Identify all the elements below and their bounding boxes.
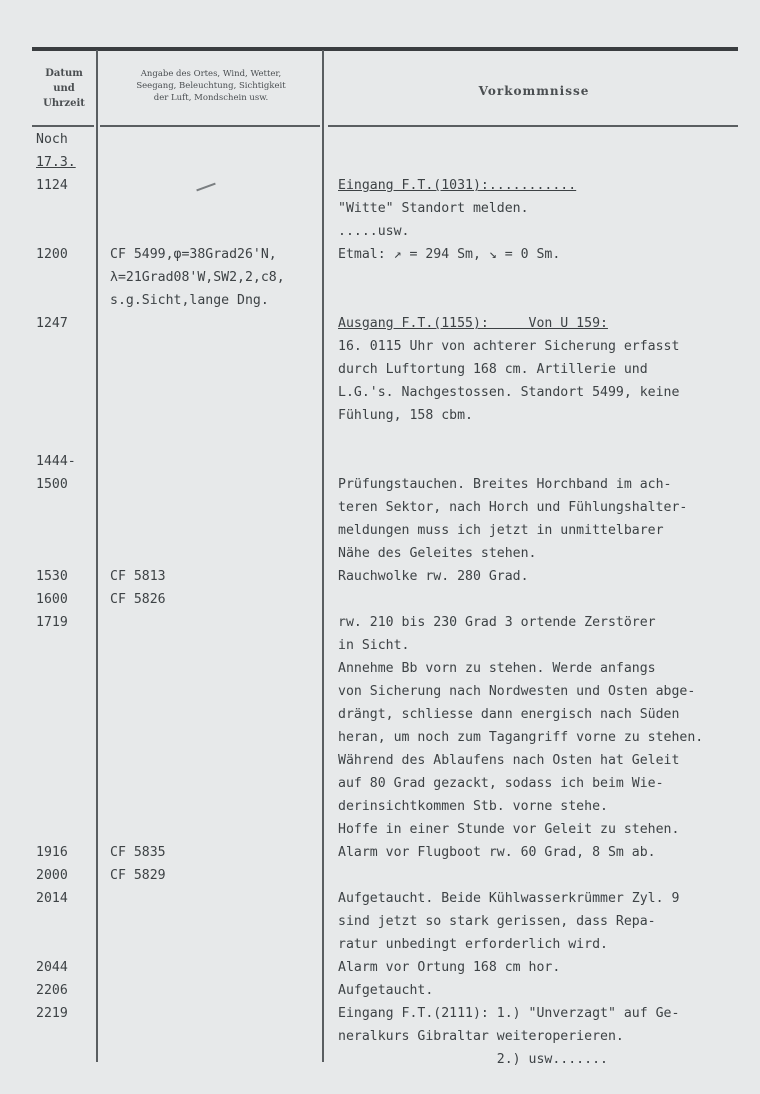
column-divider-2 [322,50,324,1062]
entry-text: sind jetzt so stark gerissen, dass Repa- [338,914,656,929]
entry-text: durch Luftortung 168 cm. Artillerie und [338,362,648,377]
entry-text: Aufgetaucht. [338,983,434,998]
entry-location: CF 5499,φ=38Grad26'N, [110,247,277,262]
entry-text: Aufgetaucht. Beide Kühlwasserkrümmer Zyl. 9 [338,891,680,906]
entry-text: Nähe des Geleites stehen. [338,546,537,561]
entry-time: 1444- [36,454,76,469]
header-date-time: Datum und Uhrzeit [43,68,85,109]
entry-text: Annehme Bb vorn zu stehen. Werde anfangs [338,661,656,676]
entry-text: Etmal: ↗ = 294 Sm, ↘ = 0 Sm. [338,247,561,262]
entry-location: CF 5826 [110,592,166,607]
entry-time: 2219 [36,1006,68,1021]
entry-time: 1916 [36,845,68,860]
entry-text: Alarm vor Flugboot rw. 60 Grad, 8 Sm ab. [338,845,656,860]
entry-location: CF 5829 [110,868,166,883]
entry-location: λ=21Grad08'W,SW2,2,c8, [110,270,285,285]
entry-text: derinsichtkommen Stb. vorne stehe. [338,799,608,814]
entry-location: CF 5835 [110,845,166,860]
entry-text: L.G.'s. Nachgestossen. Standort 5499, keine [338,385,680,400]
entry-text: ratur unbedingt erforderlich wird. [338,937,608,952]
entry-text: auf 80 Grad gezackt, sodass ich beim Wie- [338,776,664,791]
entry-time: 1530 [36,569,68,584]
entry-text: Fühlung, 158 cbm. [338,408,473,423]
entry-time: 2000 [36,868,68,883]
column-divider-1 [96,50,98,1062]
entry-time: 2206 [36,983,68,998]
top-rule [32,47,738,51]
entry-text: "Witte" Standort melden. [338,201,529,216]
header-rule-2 [100,125,320,127]
entry-text: neralkurs Gibraltar weiteroperieren. [338,1029,624,1044]
entry-text: meldungen muss ich jetzt in unmittelbarer [338,523,664,538]
entry-text: Während des Ablaufens nach Osten hat Geleit [338,753,680,768]
entry-text: rw. 210 bis 230 Grad 3 ortende Zerstörer [338,615,656,630]
entry-text: Rauchwolke rw. 280 Grad. [338,569,529,584]
entry-text: Hoffe in einer Stunde vor Geleit zu stehen. [338,822,680,837]
date-day: 17.3. [36,155,76,170]
entry-text: Eingang F.T.(1031):........... [338,178,577,193]
entry-time: 1247 [36,316,68,331]
entry-time: 1200 [36,247,68,262]
entry-text: 16. 0115 Uhr von achterer Sicherung erfasst [338,339,680,354]
entry-text: teren Sektor, nach Horch und Fühlungshalter- [338,500,688,515]
date-noch: Noch [36,132,68,147]
header-events: Vorkommnisse [478,84,590,98]
entry-time: 1500 [36,477,68,492]
entry-text: .....usw. [338,224,410,239]
entry-location: s.g.Sicht,lange Dng. [110,293,269,308]
entry-text: Eingang F.T.(2111): 1.) "Unverzagt" auf Ge- [338,1006,680,1021]
pen-mark [196,183,215,192]
entry-text: Prüfungstauchen. Breites Horchband im ach- [338,477,672,492]
entry-text: in Sicht. [338,638,410,653]
entry-text: drängt, schliesse dann energisch nach Süden [338,707,680,722]
entry-text: 2.) usw....... [338,1052,608,1067]
header-rule-3 [328,125,738,127]
entry-time: 1600 [36,592,68,607]
entry-text: Ausgang F.T.(1155): Von U 159: [338,316,608,331]
entry-time: 2014 [36,891,68,906]
entry-time: 2044 [36,960,68,975]
entry-text: heran, um noch zum Tagangriff vorne zu stehen. [338,730,704,745]
entry-location: CF 5813 [110,569,166,584]
entry-text: von Sicherung nach Nordwesten und Osten abge- [338,684,696,699]
header-location-weather: Angabe des Ortes, Wind, Wetter, Seegang, Beleuchtung, Sichtigkeit der Luft, Mondschein usw. [136,69,286,103]
entry-text: Alarm vor Ortung 168 cm hor. [338,960,561,975]
entry-time: 1124 [36,178,68,193]
header-rule-1 [32,125,94,127]
entry-time: 1719 [36,615,68,630]
